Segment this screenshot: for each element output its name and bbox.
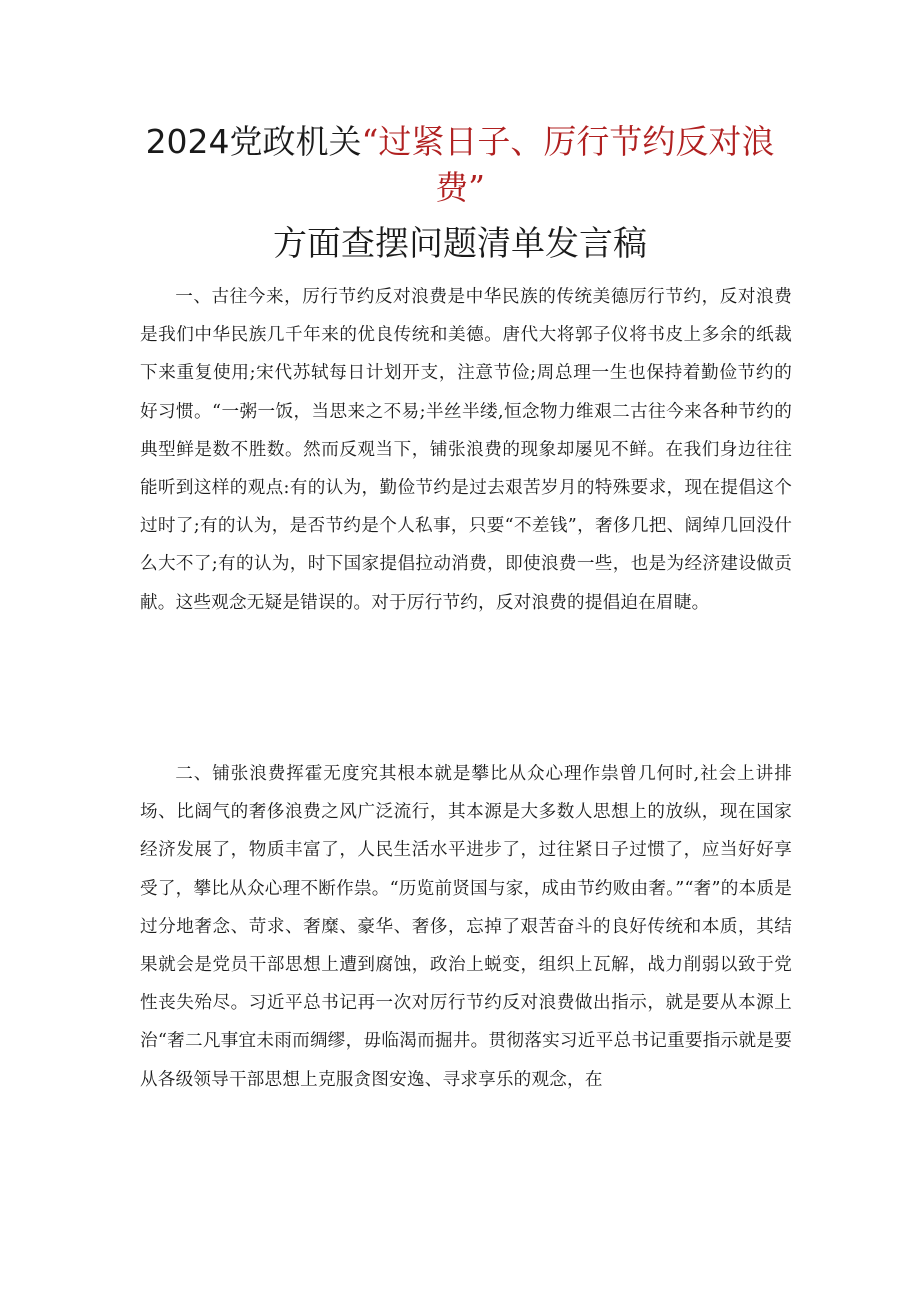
title-line-1 <box>100 120 820 164</box>
paragraph-2: 二、铺张浪费挥霍无度究其根本就是攀比从众心理作祟曾几何时,社会上讲排场、比阔气的奢侈浪费之风广泛流行，其本源是大多数人思想上的放纵，现在国家经济发展了，物质丰富了，人民生活水平进步了，过往紧日子过惯了，应当好好享受了，攀比从众心理不断作祟。“历览前贤国与家，成由节约败由奢。”“奢”的本质是过分地奢念、苛求、奢糜、豪华、奢侈，忘掉了艰苦奋斗的良好传统和本质，其结果就会是党员干部思想上遭到腐蚀，政治上蜕变，组织上瓦解，战力削弱以致于党性丧失殆尽。习近平总书记再一次对厉行节约反对浪费做出指示，就是要从本源上治“奢二凡事宜未雨而绸缪，毋临渴而掘井。贯彻落实习近平总书记重要指示就是要从各级领导干部思想上克服贪图安逸、寻求享乐的观念，在 <box>140 764 792 1090</box>
title-prefix: 党政机关 <box>229 122 362 161</box>
title-highlight: “过紧日子、厉行节约反对浪 <box>361 122 775 161</box>
paragraph-1: 一、古往今来，厉行节约反对浪费是中华民族的传统美德厉行节约，反对浪费是我们中华民族几千年来的优良传统和美德。唐代大将郭子仪将书皮上多余的纸裁下来重复使用;宋代苏轼每日计划开支，注意节俭;周总理一生也保持着勤俭节约的好习惯。“一粥一饭，当思来之不易;半丝半缕,恒念物力维艰二古往今来各种节约的典型鲜是数不胜数。然而反观当下，铺张浪费的现象却屡见不鲜。在我们身边往往能听到这样的观点:有的认为，勤俭节约是过去艰苦岁月的特殊要求，现在提倡这个过时了;有的认为，是否节约是个人私事，只要“不差钱”，奢侈几把、阔绰几回没什么大不了;有的认为，时下国家提倡拉动消费，即使浪费一些，也是为经济建设做贡献。这些观念无疑是错误的。对于厉行节约，反对浪费的提倡迫在眉睫。 <box>140 287 792 613</box>
title-line-3: 方面查摆问题清单发言稿 <box>273 224 647 264</box>
title-line-2: 费” <box>435 168 485 207</box>
title-year: 2024 <box>145 122 230 161</box>
